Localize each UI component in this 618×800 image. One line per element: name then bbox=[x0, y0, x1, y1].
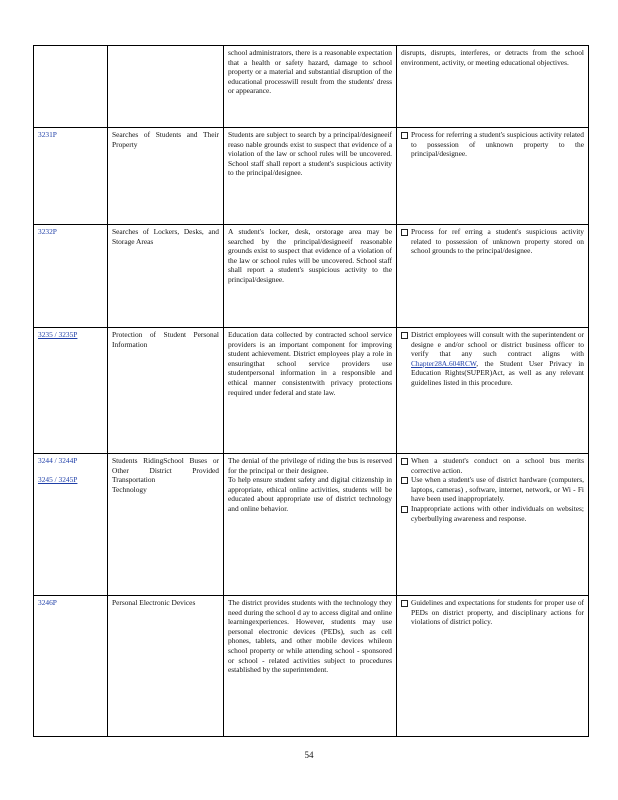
topic-cell bbox=[108, 46, 224, 128]
procedure-cell bbox=[397, 225, 589, 328]
policy-code: 3232P bbox=[38, 227, 57, 236]
procedure-text: Guidelines and expectations for students for proper use of PEDs on district property, and disciplinary actions for violations of district policy. bbox=[411, 598, 584, 627]
summary-cell bbox=[224, 128, 397, 225]
table-row bbox=[34, 128, 589, 225]
policy-table bbox=[33, 45, 589, 737]
table-row bbox=[34, 596, 589, 737]
summary-cell bbox=[224, 596, 397, 737]
topic-text: Searches of Students and Their Property bbox=[112, 130, 219, 149]
topic-text: Protection of Student Personal Information bbox=[112, 330, 219, 349]
topic-text: Personal Electronic Devices bbox=[112, 598, 196, 607]
summary-text: Education data collected by contracted school service providers is an important component for improving student achievement. District employees play a role in ensuringthat school service providers use studentpersonal information in a responsible and ethical manner consistentwith privacy protections required under federal and state law. bbox=[228, 330, 392, 397]
checkbox-bullet-icon bbox=[401, 600, 408, 607]
procedure-cell bbox=[397, 596, 589, 737]
procedure-text: Process for referring a student's suspicious activity related to possession of unknown property to the principal/designee. bbox=[411, 130, 584, 159]
table-row bbox=[34, 46, 589, 128]
policy-code-cell bbox=[34, 328, 108, 454]
topic-text: Searches of Lockers, Desks, and Storage Areas bbox=[112, 227, 219, 246]
procedure-cell bbox=[397, 46, 589, 128]
policy-code-cell bbox=[34, 454, 108, 596]
policy-code-cell bbox=[34, 46, 108, 128]
topic-cell bbox=[108, 225, 224, 328]
table-row bbox=[34, 328, 589, 454]
policy-code: 3231P bbox=[38, 130, 57, 139]
topic-cell bbox=[108, 596, 224, 737]
policy-code: 3246P bbox=[38, 598, 57, 607]
summary-cell bbox=[224, 328, 397, 454]
checkbox-bullet-icon bbox=[401, 477, 408, 484]
procedure-text: When a student's conduct on a school bus merits corrective action. bbox=[411, 456, 584, 475]
procedure-cell bbox=[397, 454, 589, 596]
procedure-bullet bbox=[401, 598, 584, 627]
procedure-text bbox=[411, 330, 584, 388]
topic-text: Technology bbox=[112, 484, 147, 494]
procedure-cell bbox=[397, 328, 589, 454]
procedure-bullet bbox=[401, 130, 584, 159]
procedure-text-after: , the Student User Privacy in Education Rights(SUPER)Act, as well as any relevant guidelines listed in this procedure. bbox=[411, 358, 584, 387]
checkbox-bullet-icon bbox=[401, 332, 408, 339]
summary-text: The denial of the privilege of riding the bus is reserved for the principal or their designee. bbox=[228, 456, 392, 475]
summary-text: To help ensure student safety and digital citizenship in appropriate, ethical online activities, students will be educated about appropriate use of district technology and online behavior. bbox=[228, 475, 392, 513]
procedure-bullet bbox=[401, 475, 584, 504]
policy-code-cell bbox=[34, 128, 108, 225]
topic-cell bbox=[108, 454, 224, 596]
topic-text: Students RidingSchool Buses or Other District Provided Transportation bbox=[112, 456, 219, 485]
summary-text: A student's locker, desk, orstorage area may be searched by the principal/designeeif reasonable grounds exist to suspect that evidence of a violation of the law or school rules will be uncovered. School staff shall report a student's suspicious activity to the principal/designee. bbox=[228, 227, 392, 284]
page-number: 54 bbox=[304, 750, 314, 760]
policy-code: 3244 / 3244P bbox=[38, 456, 78, 465]
table-row bbox=[34, 454, 589, 596]
checkbox-bullet-icon bbox=[401, 229, 408, 236]
procedure-text: disrupts, disrupts, interferes, or detracts from the school environment, activity, or meeting educational objectives. bbox=[401, 48, 584, 67]
policy-code-cell bbox=[34, 596, 108, 737]
summary-text: The district provides students with the technology they need during the school d ay to access digital and online learningexperiences. However, students may use personal electronic devices (PEDs), such as cell phones, tablets, and other mobile devices whileon school property or while attending school - sponsored or school - related activities subject to procedures established by the superintendent. bbox=[228, 598, 392, 675]
topic-cell bbox=[108, 328, 224, 454]
summary-cell bbox=[224, 225, 397, 328]
policy-code-cell bbox=[34, 225, 108, 328]
summary-cell bbox=[224, 46, 397, 128]
rcw-chapter-link[interactable]: Chapter28A.604RCW bbox=[411, 358, 477, 368]
procedure-bullet bbox=[401, 227, 584, 256]
procedure-cell bbox=[397, 128, 589, 225]
table-row bbox=[34, 225, 589, 328]
policy-code-link[interactable]: 3235 / 3235P bbox=[38, 330, 78, 339]
checkbox-bullet-icon bbox=[401, 458, 408, 465]
procedure-bullet bbox=[401, 456, 584, 475]
procedure-bullet bbox=[401, 330, 584, 388]
procedure-text: Use when a student's use of district hardware (computers, laptops, cameras) , software, internet, network, or Wi - Fi have been used inappropriately. bbox=[411, 475, 584, 504]
policy-table-page bbox=[33, 45, 588, 736]
procedure-text-before: District employees will consult with the superintendent or designe e and/or school or district business officer to verify that any such contract aligns with bbox=[411, 330, 584, 359]
summary-text: school administrators, there is a reasonable expectation that a health or safety hazard, damage to school property or a material and substantial disruption of the educational processwill result from the students' dress or appearance. bbox=[228, 48, 392, 96]
summary-text: Students are subject to search by a principal/designeeif reaso nable grounds exist to suspect that evidence of a violation of the law or school rules will be uncovered. School staff shall report a student's suspicious activity to the principal/designee. bbox=[228, 130, 392, 178]
checkbox-bullet-icon bbox=[401, 132, 408, 139]
procedure-bullet bbox=[401, 504, 584, 523]
topic-cell bbox=[108, 128, 224, 225]
checkbox-bullet-icon bbox=[401, 506, 408, 513]
policy-code-link[interactable]: 3245 / 3245P bbox=[38, 474, 78, 484]
procedure-text: Inappropriate actions with other individuals on websites; cyberbullying awareness and response. bbox=[411, 503, 584, 523]
summary-cell bbox=[224, 454, 397, 596]
procedure-text: Process for ref erring a student's suspicious activity related to possession of unknown property stored on school grounds to the principal/designee. bbox=[411, 227, 584, 256]
